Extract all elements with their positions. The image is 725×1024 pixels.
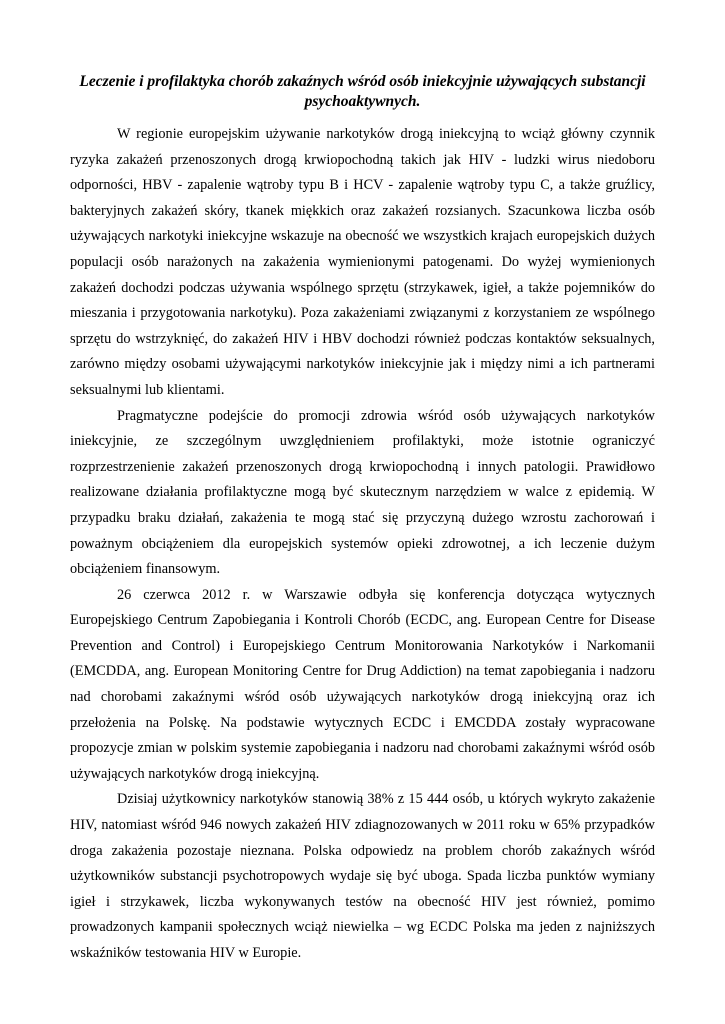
paragraph-4: Dzisiaj użytkownicy narkotyków stanowią 38% z 15 444 osób, u których wykryto zakażenie HIV, natomiast wśród 946 nowych zakażeń HIV zdiagnozowanych w 2011 roku w 65% przypadków droga zakażenia pozostaje nieznana. Polska odpowiedz na problem chorób zakaźnych wśród użytkowników substancji psychotropowych wydaje się być uboga. Spada liczba punktów wymiany igieł i strzykawek, liczba wykonywanych testów na obecność HIV jest również, pomimo prowadzonych kampanii społecznych wciąż niewielka – wg ECDC Polska ma jeden z najniższych wskaźników testowania HIV w Europie. xyxy=(70,791,655,961)
paragraph-2: Pragmatyczne podejście do promocji zdrowia wśród osób używających narkotyków iniekcyjnie, ze szczególnym uwzględnieniem profilaktyki, może istotnie ograniczyć rozprzestrzenienie zakażeń przenoszonych drogą krwiopochodną i innych patologii. Prawidłowo realizowane działania profilaktyczne mogą być skutecznym narzędziem w walce z epidemią. W przypadku braku działań, zakażenia te mogą stać się przyczyną dużego wzrostu zachorowań i poważnym obciążeniem dla europejskich systemów opieki zdrowotnej, a ich leczenie dużym obciążeniem finansowym. xyxy=(70,407,655,578)
document-body xyxy=(70,122,655,967)
paragraph-1: W regionie europejskim używanie narkotyków drogą iniekcyjną to wciąż główny czynnik ryzyka zakażeń przenoszonych drogą krwiopochodną takich jak HIV - ludzki wirus niedoboru odporności, HBV - zapalenie wątroby typu B i HCV - zapalenie wątroby typu C, a także gruźlicy, bakteryjnych zakażeń skóry, tkanek miękkich oraz zakażeń rozsianych. Szacunkowa liczba osób używających narkotyki iniekcyjne wskazuje na obecność we wszystkich krajach europejskich dużych populacji osób narażonych na zakażenia wymienionymi patogenami. Do wyżej wymienionych zakażeń dochodzi podczas używania wspólnego sprzętu (strzykawek, igieł, a także pojemników do mieszania i przygotowania narkotyku). Poza zakażeniami związanymi z korzystaniem ze wspólnego sprzętu do wstrzyknięć, do zakażeń HIV i HBV dochodzi również podczas kontaktów seksualnych, zarówno między osobami używającymi narkotyków iniekcyjnie jak i między nimi a ich partnerami seksualnymi lub klientami. xyxy=(70,126,655,398)
paragraph-3: 26 czerwca 2012 r. w Warszawie odbyła się konferencja dotycząca wytycznych Europejskiego Centrum Zapobiegania i Kontroli Chorób (ECDC, ang. European Centre for Disease Prevention and Control) i Europejskiego Centrum Monitorowania Narkotyków i Narkomanii (EMCDDA, ang. European Monitoring Centre for Drug Addiction) na temat zapobiegania i nadzoru nad chorobami zakaźnymi wśród osób używających narkotyków drogą iniekcyjną oraz ich przełożenia na Polskę. Na podstawie wytycznych ECDC i EMCDDA zostały wypracowane propozycje zmian w polskim systemie zapobiegania i nadzoru nad chorobami zakaźnymi wśród osób używających narkotyków drogą iniekcyjną. xyxy=(70,586,655,782)
document-title: Leczenie i profilaktyka chorób zakaźnych wśród osób iniekcyjnie używających substancji psychoaktywnych. xyxy=(79,73,646,110)
